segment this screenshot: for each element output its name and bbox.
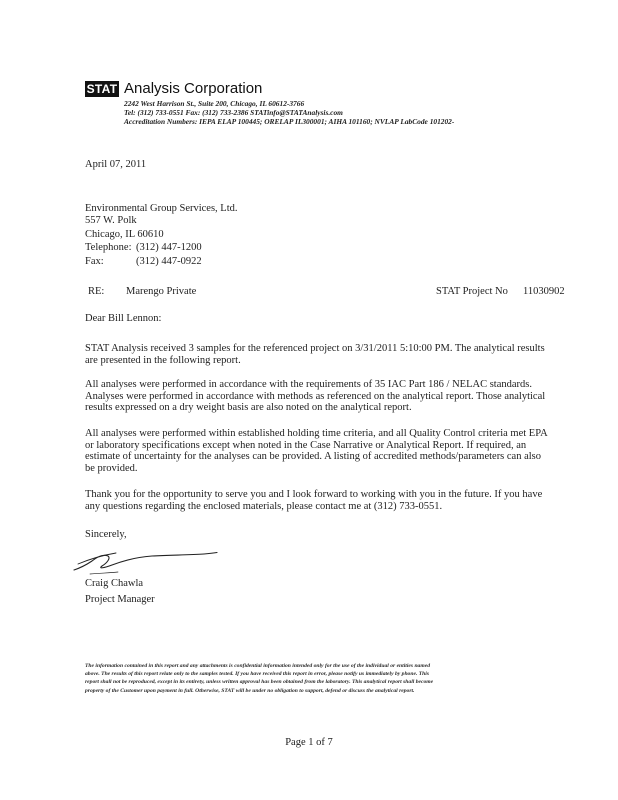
fax-label: Fax: [85,256,104,267]
paragraph-line: are presented in the following report. [85,354,241,366]
paragraph-line: STAT Analysis received 3 samples for the referenced project on 3/31/2011 5:10:00 PM. The analytical results [85,343,545,354]
body-paragraph-2 [85,379,575,414]
paragraph-line: All analyses were performed in accordance with the requirements of 35 IAC Part 186 / NELAC standards. [85,379,532,390]
paragraph-line: be provided. [85,462,138,474]
paragraph-line: any questions regarding the enclosed materials, please contact me at (312) 733-0551. [85,500,443,512]
signer-title: Project Manager [85,594,155,605]
paragraph-line: estimate of uncertainty for the analyses can be provided. A listing of accredited methods/parameters can also [85,451,542,463]
disclaimer-line: report shall not be reproduced, except in its entirety, unless written approval has been obtained from the laboratory. This analytical report shall become [85,679,434,686]
project-number: 11030902 [523,286,565,297]
telephone-number: (312) 447-1200 [136,242,202,253]
paragraph-line: All analyses were performed within established holding time criteria, and all Quality Control criteria met EPA [85,428,548,439]
closing: Sincerely, [85,529,127,540]
company-name: Analysis Corporation [124,80,263,97]
fax-number: (312) 447-0922 [136,256,202,267]
company-contact: Tel: (312) 733-0551 Fax: (312) 733-2386 STATinfo@STATAnalysis.com [124,108,343,117]
re-value: Marengo Private [126,286,197,297]
recipient-city: Chicago, IL 60610 [85,229,164,240]
paragraph-line: Thank you for the opportunity to serve you and I look forward to working with you in the future. If you have [85,489,543,500]
paragraph-line: Analyses were performed in accordance with methods as referenced on the analytical report. Those analytical [85,390,546,402]
company-logo: STAT [86,82,118,96]
recipient-street: 557 W. Polk [85,215,137,226]
body-paragraph-1 [85,343,575,366]
accreditation-numbers: Accreditation Numbers: IEPA ELAP 100445; ORELAP IL300001; AIHA 101160; NVLAP LabCode 101202- [124,117,455,126]
recipient-name: Environmental Group Services, Ltd. [85,203,238,214]
project-label: STAT Project No [436,286,508,297]
telephone-label: Telephone: [85,242,132,253]
company-address: 2242 West Harrison St., Suite 200, Chicago, IL 60612-3766 [124,99,305,108]
body-paragraph-3 [85,428,575,474]
re-label: RE: [88,286,105,297]
disclaimer-line: above. The results of this report relate only to the samples tested. If you have received this report in error, please notify us immediately by phone. This [85,671,429,678]
letter-date: April 07, 2011 [85,159,147,170]
signer-name: Craig Chawla [85,578,144,589]
paragraph-line: results expressed on a dry weight basis are also noted on the analytical report. [85,402,412,414]
salutation: Dear Bill Lennon: [85,313,162,324]
disclaimer-line: The information contained in this report and any attachments is confidential information intended only for the use of the individual or entities named [85,663,430,669]
paragraph-line: or laboratory specifications except when noted in the Case Narrative or Analytical Report. If required, an [85,439,527,451]
confidentiality-disclaimer [85,662,555,695]
disclaimer-line: property of the Customer upon payment in full. Otherwise, STAT will be under no obligation to support, defend or discuss the analytical report. [85,687,415,694]
signature [70,540,220,580]
body-paragraph-4 [85,489,575,512]
page-number: Page 1 of 7 [285,737,333,748]
